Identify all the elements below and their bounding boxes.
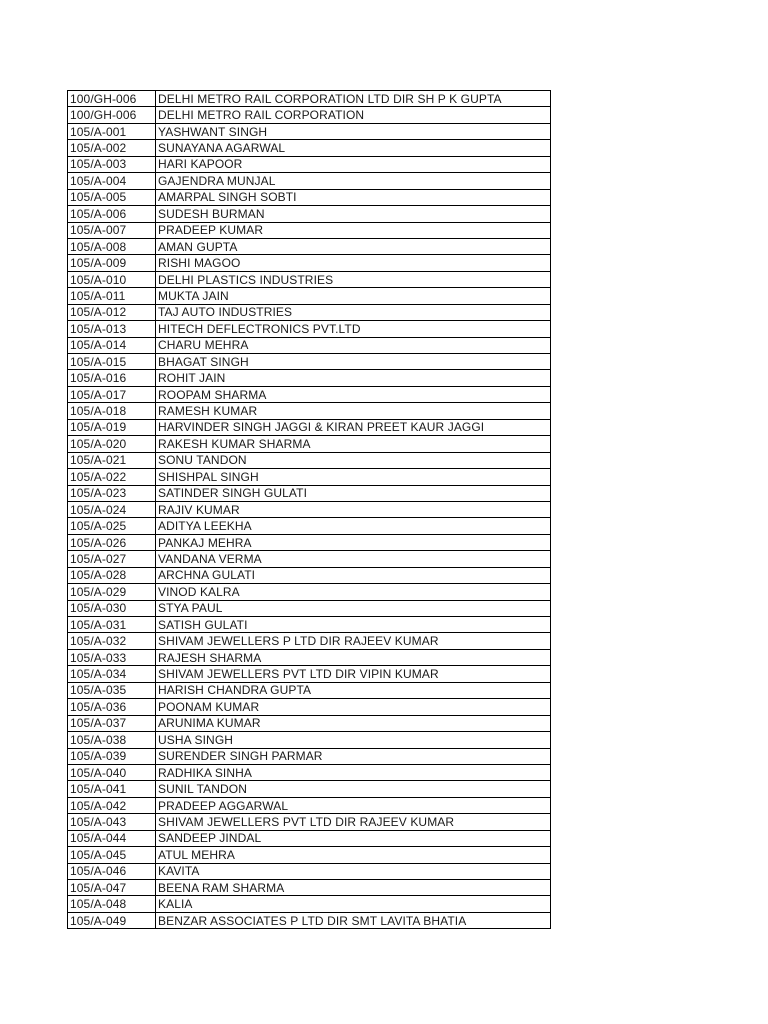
record-name-cell: HARI KAPOOR bbox=[156, 156, 551, 172]
table-row bbox=[68, 485, 551, 501]
table-row bbox=[68, 534, 551, 550]
record-name-cell: PRADEEP KUMAR bbox=[156, 222, 551, 238]
record-name-cell: AMARPAL SINGH SOBTI bbox=[156, 189, 551, 205]
record-name-cell: SHIVAM JEWELLERS P LTD DIR RAJEEV KUMAR bbox=[156, 633, 551, 649]
record-name-cell: SHIVAM JEWELLERS PVT LTD DIR RAJEEV KUMAR bbox=[156, 814, 551, 830]
table-row bbox=[68, 238, 551, 254]
table-row bbox=[68, 847, 551, 863]
record-name-cell: KALIA bbox=[156, 896, 551, 912]
record-code-cell: 105/A-045 bbox=[68, 847, 156, 863]
table-row bbox=[68, 551, 551, 567]
table-row bbox=[68, 403, 551, 419]
table-row bbox=[68, 469, 551, 485]
table-row bbox=[68, 337, 551, 353]
record-code-cell: 105/A-039 bbox=[68, 748, 156, 764]
table-row bbox=[68, 617, 551, 633]
record-name-cell: DELHI METRO RAIL CORPORATION bbox=[156, 107, 551, 123]
record-name-cell: TAJ AUTO INDUSTRIES bbox=[156, 304, 551, 320]
table-row bbox=[68, 173, 551, 189]
record-name-cell: RAMESH KUMAR bbox=[156, 403, 551, 419]
record-code-cell: 105/A-031 bbox=[68, 617, 156, 633]
record-name-cell: SONU TANDON bbox=[156, 452, 551, 468]
record-code-cell: 105/A-041 bbox=[68, 781, 156, 797]
record-name-cell: VINOD KALRA bbox=[156, 584, 551, 600]
table-row bbox=[68, 370, 551, 386]
record-name-cell: BEENA RAM SHARMA bbox=[156, 880, 551, 896]
record-code-cell: 105/A-042 bbox=[68, 797, 156, 813]
table-row bbox=[68, 600, 551, 616]
record-name-cell: ROHIT JAIN bbox=[156, 370, 551, 386]
record-code-cell: 105/A-026 bbox=[68, 534, 156, 550]
record-name-cell: POONAM KUMAR bbox=[156, 699, 551, 715]
table-row bbox=[68, 123, 551, 139]
table-row bbox=[68, 436, 551, 452]
record-name-cell: RAKESH KUMAR SHARMA bbox=[156, 436, 551, 452]
record-code-cell: 105/A-034 bbox=[68, 666, 156, 682]
record-name-cell: HARVINDER SINGH JAGGI & KIRAN PREET KAUR JAGGI bbox=[156, 419, 551, 435]
record-code-cell: 105/A-028 bbox=[68, 567, 156, 583]
table-row bbox=[68, 584, 551, 600]
record-name-cell: YASHWANT SINGH bbox=[156, 123, 551, 139]
table-row bbox=[68, 304, 551, 320]
record-name-cell: RAJIV KUMAR bbox=[156, 501, 551, 517]
record-name-cell: KAVITA bbox=[156, 863, 551, 879]
table-row bbox=[68, 156, 551, 172]
record-code-cell: 105/A-011 bbox=[68, 288, 156, 304]
record-code-cell: 105/A-030 bbox=[68, 600, 156, 616]
record-name-cell: SUDESH BURMAN bbox=[156, 206, 551, 222]
table-row bbox=[68, 419, 551, 435]
record-name-cell: SUNAYANA AGARWAL bbox=[156, 140, 551, 156]
record-code-cell: 105/A-025 bbox=[68, 518, 156, 534]
record-code-cell: 105/A-040 bbox=[68, 764, 156, 780]
record-name-cell: ROOPAM SHARMA bbox=[156, 386, 551, 402]
record-name-cell: BHAGAT SINGH bbox=[156, 354, 551, 370]
table-row bbox=[68, 797, 551, 813]
record-code-cell: 105/A-006 bbox=[68, 206, 156, 222]
table-row bbox=[68, 321, 551, 337]
record-code-cell: 105/A-018 bbox=[68, 403, 156, 419]
table-row bbox=[68, 880, 551, 896]
record-name-cell: ATUL MEHRA bbox=[156, 847, 551, 863]
record-name-cell: STYA PAUL bbox=[156, 600, 551, 616]
record-name-cell: SATINDER SINGH GULATI bbox=[156, 485, 551, 501]
table-row bbox=[68, 781, 551, 797]
record-code-cell: 105/A-033 bbox=[68, 649, 156, 665]
record-code-cell: 105/A-002 bbox=[68, 140, 156, 156]
record-code-cell: 105/A-013 bbox=[68, 321, 156, 337]
table-row bbox=[68, 715, 551, 731]
record-name-cell: SUNIL TANDON bbox=[156, 781, 551, 797]
record-code-cell: 105/A-005 bbox=[68, 189, 156, 205]
table-row bbox=[68, 567, 551, 583]
table-row bbox=[68, 748, 551, 764]
record-code-cell: 100/GH-006 bbox=[68, 107, 156, 123]
record-code-cell: 105/A-035 bbox=[68, 682, 156, 698]
record-code-cell: 105/A-044 bbox=[68, 830, 156, 846]
table-row bbox=[68, 501, 551, 517]
table-row bbox=[68, 354, 551, 370]
record-code-cell: 105/A-036 bbox=[68, 699, 156, 715]
table-row bbox=[68, 896, 551, 912]
table-row bbox=[68, 863, 551, 879]
record-code-cell: 105/A-027 bbox=[68, 551, 156, 567]
table-row bbox=[68, 206, 551, 222]
record-code-cell: 105/A-029 bbox=[68, 584, 156, 600]
record-code-cell: 105/A-021 bbox=[68, 452, 156, 468]
record-code-cell: 105/A-019 bbox=[68, 419, 156, 435]
records-table-body bbox=[68, 91, 551, 929]
record-code-cell: 105/A-032 bbox=[68, 633, 156, 649]
record-code-cell: 105/A-022 bbox=[68, 469, 156, 485]
record-code-cell: 105/A-049 bbox=[68, 912, 156, 928]
record-name-cell: RADHIKA SINHA bbox=[156, 764, 551, 780]
table-row bbox=[68, 140, 551, 156]
record-name-cell: ARCHNA GULATI bbox=[156, 567, 551, 583]
record-code-cell: 105/A-020 bbox=[68, 436, 156, 452]
record-code-cell: 105/A-048 bbox=[68, 896, 156, 912]
record-code-cell: 105/A-015 bbox=[68, 354, 156, 370]
record-name-cell: MUKTA JAIN bbox=[156, 288, 551, 304]
record-name-cell: GAJENDRA MUNJAL bbox=[156, 173, 551, 189]
records-sheet bbox=[67, 90, 551, 929]
record-code-cell: 105/A-037 bbox=[68, 715, 156, 731]
record-name-cell: BENZAR ASSOCIATES P LTD DIR SMT LAVITA BHATIA bbox=[156, 912, 551, 928]
table-row bbox=[68, 386, 551, 402]
record-code-cell: 105/A-047 bbox=[68, 880, 156, 896]
record-name-cell: DELHI METRO RAIL CORPORATION LTD DIR SH P K GUPTA bbox=[156, 91, 551, 107]
table-row bbox=[68, 452, 551, 468]
table-row bbox=[68, 764, 551, 780]
record-name-cell: DELHI PLASTICS INDUSTRIES bbox=[156, 271, 551, 287]
record-name-cell: VANDANA VERMA bbox=[156, 551, 551, 567]
table-row bbox=[68, 814, 551, 830]
record-name-cell: SURENDER SINGH PARMAR bbox=[156, 748, 551, 764]
record-code-cell: 105/A-024 bbox=[68, 501, 156, 517]
record-code-cell: 105/A-003 bbox=[68, 156, 156, 172]
record-code-cell: 100/GH-006 bbox=[68, 91, 156, 107]
record-code-cell: 105/A-007 bbox=[68, 222, 156, 238]
table-row bbox=[68, 633, 551, 649]
record-name-cell: RAJESH SHARMA bbox=[156, 649, 551, 665]
record-code-cell: 105/A-038 bbox=[68, 732, 156, 748]
table-row bbox=[68, 649, 551, 665]
records-table bbox=[67, 90, 551, 929]
record-code-cell: 105/A-014 bbox=[68, 337, 156, 353]
record-code-cell: 105/A-004 bbox=[68, 173, 156, 189]
record-name-cell: ADITYA LEEKHA bbox=[156, 518, 551, 534]
record-name-cell: CHARU MEHRA bbox=[156, 337, 551, 353]
table-row bbox=[68, 518, 551, 534]
table-row bbox=[68, 255, 551, 271]
record-code-cell: 105/A-008 bbox=[68, 238, 156, 254]
record-name-cell: SANDEEP JINDAL bbox=[156, 830, 551, 846]
record-code-cell: 105/A-023 bbox=[68, 485, 156, 501]
table-row bbox=[68, 288, 551, 304]
table-row bbox=[68, 699, 551, 715]
table-row bbox=[68, 222, 551, 238]
table-row bbox=[68, 830, 551, 846]
record-name-cell: PANKAJ MEHRA bbox=[156, 534, 551, 550]
record-name-cell: RISHI MAGOO bbox=[156, 255, 551, 271]
table-row bbox=[68, 666, 551, 682]
record-code-cell: 105/A-009 bbox=[68, 255, 156, 271]
record-name-cell: SHIVAM JEWELLERS PVT LTD DIR VIPIN KUMAR bbox=[156, 666, 551, 682]
record-name-cell: SHISHPAL SINGH bbox=[156, 469, 551, 485]
table-row bbox=[68, 189, 551, 205]
record-name-cell: AMAN GUPTA bbox=[156, 238, 551, 254]
table-row bbox=[68, 682, 551, 698]
record-code-cell: 105/A-043 bbox=[68, 814, 156, 830]
record-name-cell: ARUNIMA KUMAR bbox=[156, 715, 551, 731]
record-code-cell: 105/A-016 bbox=[68, 370, 156, 386]
record-name-cell: SATISH GULATI bbox=[156, 617, 551, 633]
table-row bbox=[68, 91, 551, 107]
record-name-cell: HITECH DEFLECTRONICS PVT.LTD bbox=[156, 321, 551, 337]
table-row bbox=[68, 732, 551, 748]
record-name-cell: PRADEEP AGGARWAL bbox=[156, 797, 551, 813]
record-code-cell: 105/A-010 bbox=[68, 271, 156, 287]
record-code-cell: 105/A-012 bbox=[68, 304, 156, 320]
record-name-cell: HARISH CHANDRA GUPTA bbox=[156, 682, 551, 698]
record-code-cell: 105/A-017 bbox=[68, 386, 156, 402]
table-row bbox=[68, 912, 551, 928]
record-name-cell: USHA SINGH bbox=[156, 732, 551, 748]
record-code-cell: 105/A-001 bbox=[68, 123, 156, 139]
record-code-cell: 105/A-046 bbox=[68, 863, 156, 879]
table-row bbox=[68, 107, 551, 123]
table-row bbox=[68, 271, 551, 287]
